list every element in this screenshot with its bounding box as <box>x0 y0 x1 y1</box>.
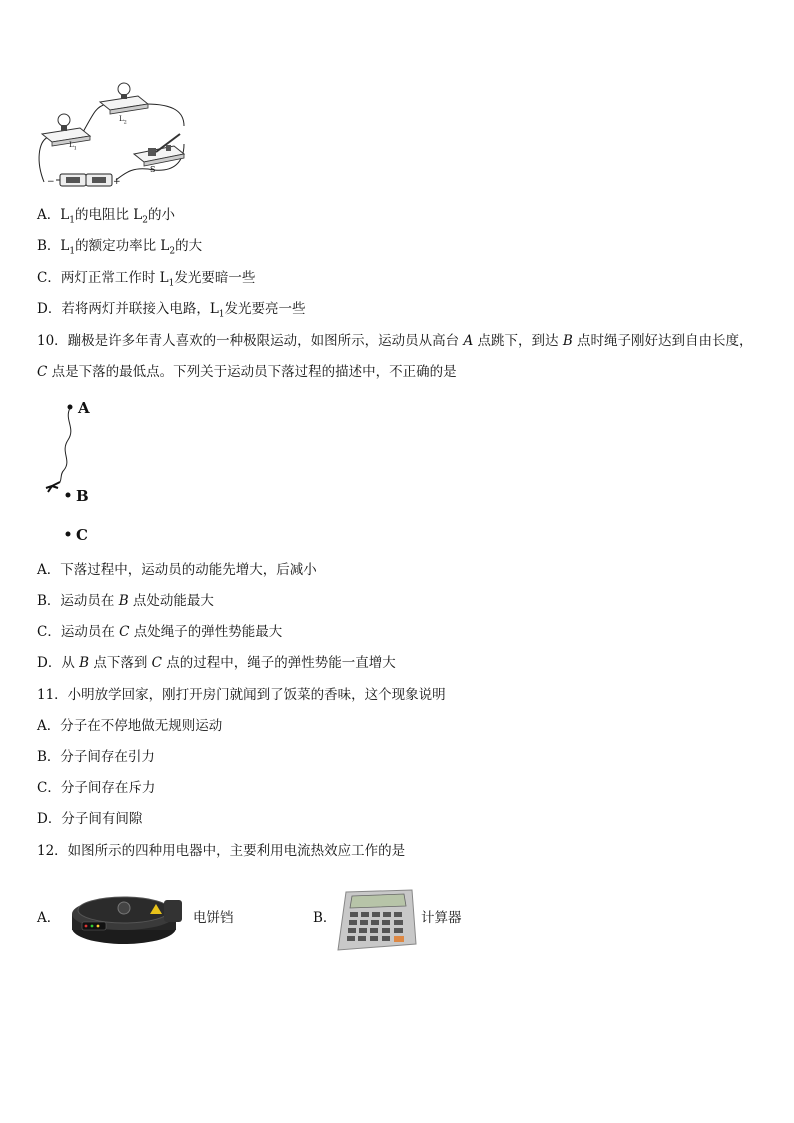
q12-option-a-label: 电饼铛 <box>193 910 234 926</box>
q10-option-a[interactable]: A．下落过程中，运动员的动能先增大，后减小 <box>37 562 317 578</box>
figure-label-c: C <box>76 526 88 544</box>
label-l1: $L_1$ <box>69 141 77 152</box>
label-l2: $L_2$ <box>119 115 127 126</box>
q11-option-b[interactable]: B．分子间存在引力 <box>37 749 155 765</box>
figure-label-a: A <box>78 399 90 417</box>
q10-stem-line2: C 点是下落的最低点。下列关于运动员下落过程的描述中，不正确的是 <box>37 364 457 380</box>
q11-option-a[interactable]: A．分子在不停地做无规则运动 <box>37 718 223 734</box>
switch-icon <box>134 134 184 166</box>
q12-option-a-prefix[interactable]: A． <box>37 910 61 926</box>
q9-option-a[interactable]: A．$L_1$的电阻比 $L_2$的小 <box>37 207 175 226</box>
battery-icon <box>60 174 112 186</box>
q10-option-c[interactable]: C．运动员在 C 点处绳子的弹性势能最大 <box>37 624 283 640</box>
electric-griddle-icon <box>68 884 186 950</box>
q11-option-d[interactable]: D．分子间有间隙 <box>37 811 143 827</box>
q12-stem: 12．如图所示的四种用电器中，主要利用电流热效应工作的是 <box>37 843 406 859</box>
q9-option-b[interactable]: B．$L_1$的额定功率比 $L_2$的大 <box>37 238 203 257</box>
calculator-icon <box>334 888 418 954</box>
label-minus: − <box>47 177 55 187</box>
q12-option-b-prefix[interactable]: B． <box>313 910 337 926</box>
lamp-l2-icon <box>100 83 148 114</box>
q10-option-d[interactable]: D．从 B 点下落到 C 点的过程中，绳子的弹性势能一直增大 <box>37 655 396 671</box>
q12-option-b-label: 计算器 <box>421 910 462 926</box>
q10-stem-line1: 10．蹦极是许多年青人喜欢的一种极限运动，如图所示，运动员从高台 A 点跳下，到达 B 点时绳子刚好达到自由长度， <box>37 333 753 349</box>
q11-stem: 11．小明放学回家，刚打开房门就闻到了饭菜的香味，这个现象说明 <box>37 687 446 703</box>
label-s: S <box>150 165 156 174</box>
q11-option-c[interactable]: C．分子间存在斥力 <box>37 780 156 796</box>
jumper-icon <box>46 482 60 492</box>
q9-option-d[interactable]: D．若将两灯并联接入电路，$L_1$发光要亮一些 <box>37 301 306 320</box>
q9-option-c[interactable]: C．两灯正常工作时 $L_1$发光要暗一些 <box>37 270 256 289</box>
lamp-l1-icon <box>42 114 90 146</box>
label-plus: + <box>113 177 121 187</box>
q10-option-b[interactable]: B．运动员在 B 点处动能最大 <box>37 593 214 609</box>
figure-label-b: B <box>76 487 89 505</box>
